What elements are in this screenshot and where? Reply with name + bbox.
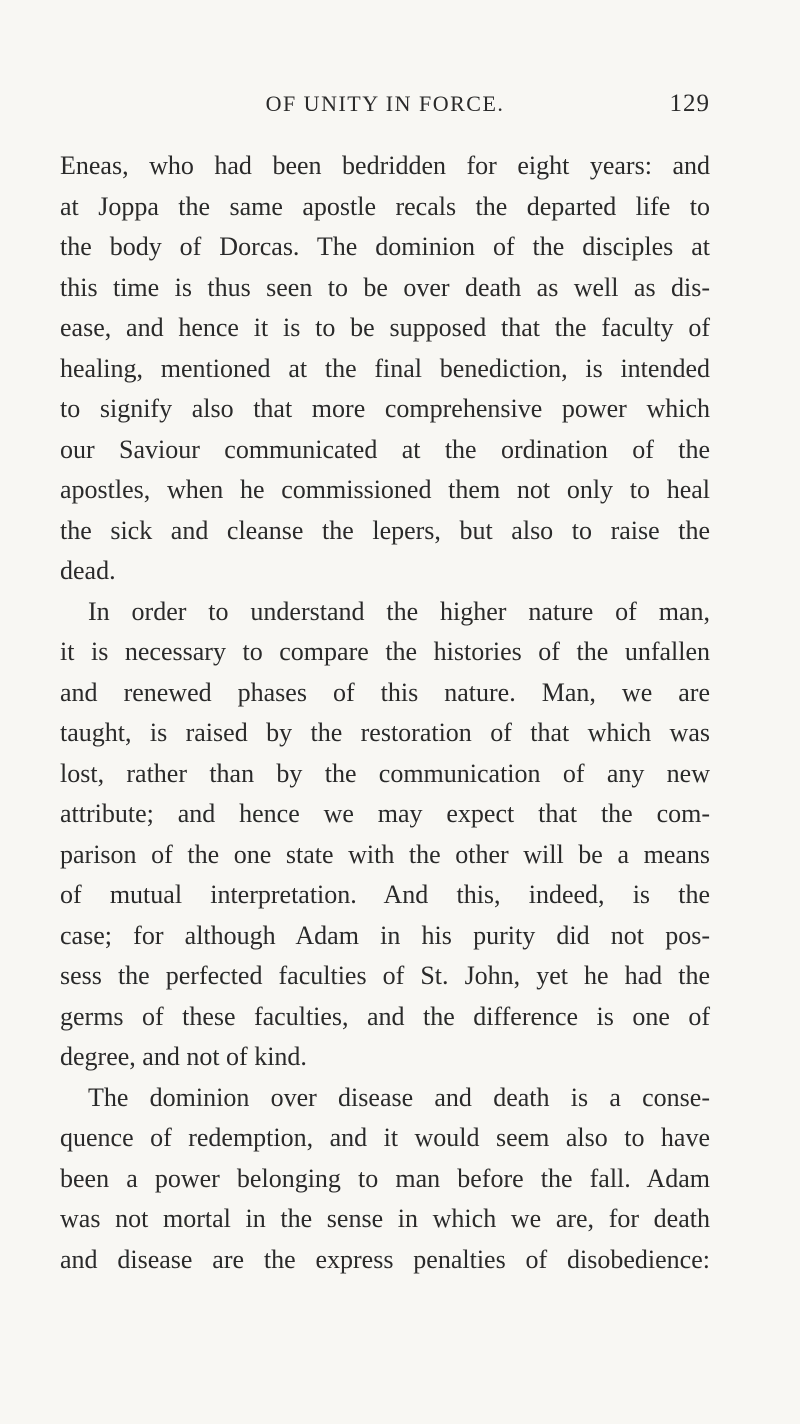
page-number: 129 [669,90,710,117]
text-line: sess the perfected faculties of St. John, yet he had the [60,961,710,990]
text-line: taught, is raised by the restoration of that which was [60,718,710,747]
text-line: the body of Dorcas. The dominion of the disciples at [60,232,710,261]
running-title: OF UNITY IN FORCE. [265,91,505,116]
text-line: apostles, when he commissioned them not only to heal [60,475,710,504]
text-line: healing, mentioned at the final benediction, is intended [60,353,710,383]
text-line: lost, rather than by the communication of any new [60,758,710,788]
text-line: The dominion over disease and death is a conse- [88,1082,710,1112]
text-line: parison of the one state with the other will be a means [60,839,710,869]
text-line: quence of redemption, and it would seem also to have [60,1123,710,1152]
text-line: attribute; and hence we may expect that the com- [60,799,710,828]
text-line: been a power belonging to man before the fall. Adam [60,1163,710,1193]
text-line: germs of these faculties, and the difference is one of [60,1001,710,1031]
text-line: and renewed phases of this nature. Man, we are [60,677,710,707]
text-line: Eneas, who had been bedridden for eight years: and [60,151,710,180]
text-line: dead. [60,556,116,585]
text-line: degree, and not of kind. [60,1042,307,1071]
text-line: this time is thus seen to be over death as well as dis- [60,272,710,302]
text-line: the sick and cleanse the lepers, but also to raise the [60,515,710,545]
text-line: our Saviour communicated at the ordination of the [60,434,710,464]
running-head [60,88,710,120]
text-line: and disease are the express penalties of disobedience: [60,1244,710,1274]
body-text [60,146,710,1280]
text-line: In order to understand the higher nature of man, [88,596,710,626]
text-line: was not mortal in the sense in which we are, for death [60,1204,710,1233]
text-line: to signify also that more comprehensive power which [60,394,710,423]
text-line: of mutual interpretation. And this, indeed, is the [60,880,710,909]
text-line: case; for although Adam in his purity did not pos- [60,920,710,950]
text-line: ease, and hence it is to be supposed that the faculty of [60,313,710,342]
text-line: at Joppa the same apostle recals the departed life to [60,191,710,221]
text-line: it is necessary to compare the histories of the unfallen [60,637,710,666]
